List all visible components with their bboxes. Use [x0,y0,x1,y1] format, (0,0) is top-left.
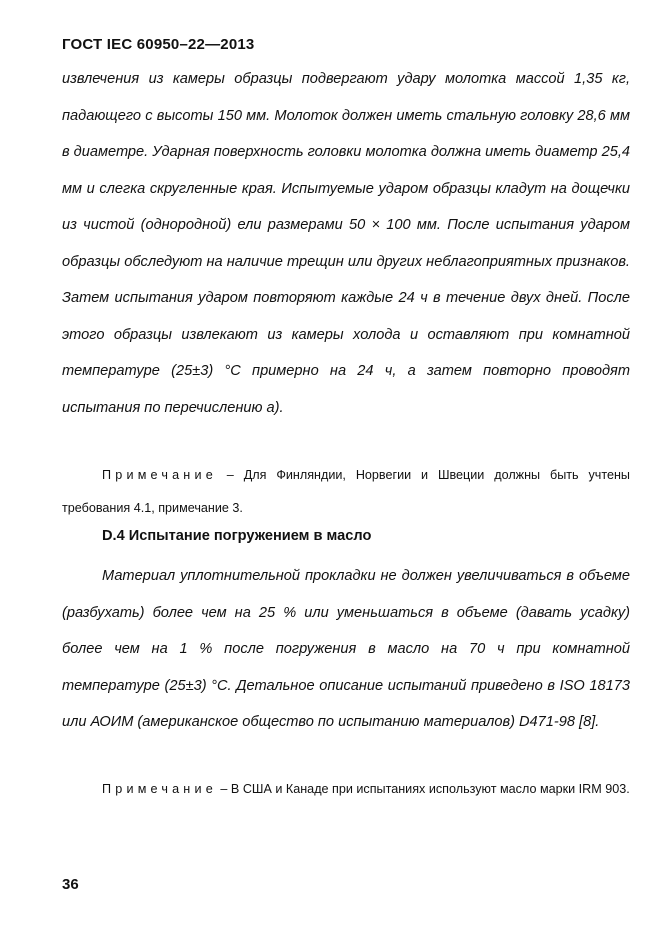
note-label: Примечание [102,468,217,482]
paragraph-oil-immersion [62,558,630,741]
section-heading: D.4 Испытание погружением в масло [102,528,372,544]
note-usa-canada [62,773,630,806]
note-finland-norway-sweden [62,459,630,525]
document-header: ГОСТ IEC 60950–22—2013 [62,36,255,53]
paragraph-impact-test: извлечения из камеры образцы подвергают удару молотка массой 1,35 кг, падающего с высоты 150 мм. Молоток должен иметь стальную головку 28,6 мм в диаметре. Ударная поверхность головки молотка должна иметь диаметр 25,4 мм и слегка скругленные края. Испытуемые ударом образцы кладут на дощечки из чистой (однородной) ели размерами 50 × 100 мм. После испытания ударом образцы обследуют на наличие трещин или других неблагоприятных признаков. Затем испытания ударом повторяют каждые 24 ч в течение двух дней. После этого образцы извлекают из камеры холода и оставляют при комнатной температуре (25±3) °С примерно на 24 ч, а затем повторно проводят испытания по перечислению а). [62,71,630,416]
note-dash: – [216,782,231,796]
page-number: 36 [62,876,79,893]
note-label: Примечание [102,782,217,796]
paragraph-oil-immersion-text: Материал уплотнительной прокладки не должен увеличиваться в объеме (разбухать) более чем на 25 % или уменьшаться в объеме (давать усадку) более чем на 1 % после погружения в масло на 70 ч при комнатной температуре (25±3) °С. Детальное описание испытаний приведено в ISO 18173 или АОИМ (американское общество по испытанию материалов) D471-98 [8]. [62,568,630,730]
note-dash: – [216,468,244,482]
note-text: Для Финляндии, Норвегии и Швеции должны быть учтены требования 4.1, примечание 3. [62,468,630,515]
note-text: В США и Канаде при испытаниях используют масло марки IRM 903. [230,782,630,796]
